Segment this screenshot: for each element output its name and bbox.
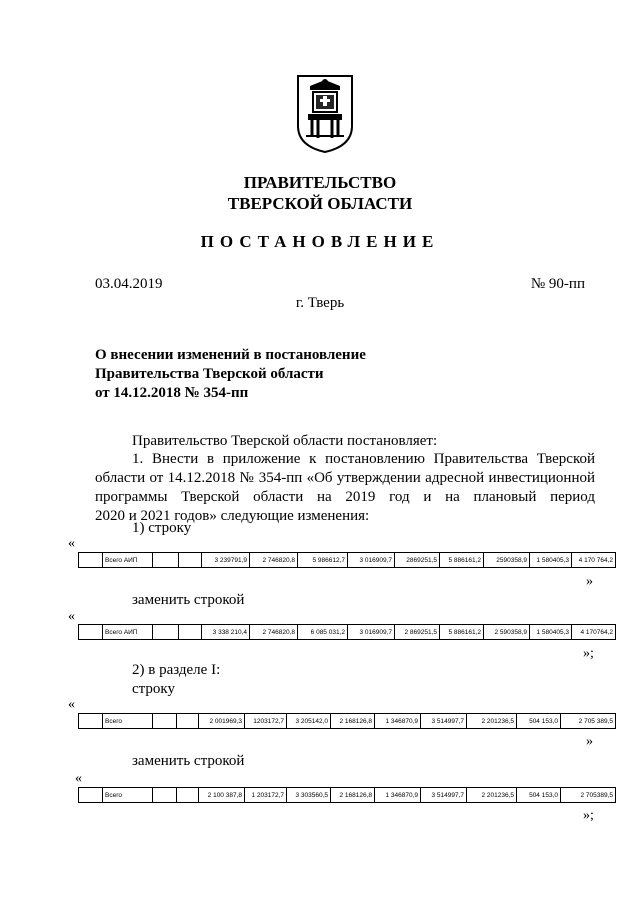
table-cell: 1 580405,3 — [530, 625, 572, 640]
table-cell: 3 338 210,4 — [202, 625, 250, 640]
document-number: № 90-пп — [530, 276, 585, 292]
table-cell: 1 346870,9 — [375, 714, 421, 729]
table-cell: 2 001969,3 — [199, 714, 245, 729]
open-quote-1: « — [68, 536, 75, 551]
close-quote-4: »; — [583, 808, 594, 823]
preamble: Правительство Тверской области постановляет: — [132, 433, 438, 449]
subject-line3: от 14.12.2018 № 354-пп — [95, 385, 249, 401]
gov-title-line1: ПРАВИТЕЛЬСТВО — [243, 173, 397, 192]
table-cell: 3 514997,7 — [421, 714, 467, 729]
table-cell: 5 886161,2 — [440, 553, 484, 568]
table-cell: 5 886161,2 — [440, 625, 484, 640]
table-cell: 1 580405,3 — [530, 553, 572, 568]
table-cell: 2 100 387,8 — [199, 788, 245, 803]
table-cell: 2 705389,5 — [561, 788, 616, 803]
table-row-old-total-aip — [78, 552, 616, 568]
open-quote-2: « — [68, 609, 75, 624]
close-quote-1: » — [586, 574, 593, 589]
document-type: ПОСТАНОВЛЕНИЕ — [200, 232, 440, 251]
open-quote-4: « — [75, 771, 82, 786]
table-row-new-total-aip — [78, 624, 616, 640]
close-quote-2: »; — [583, 646, 594, 661]
table-cell: 1203172,7 — [245, 714, 287, 729]
table-cell: 2 201236,5 — [467, 788, 517, 803]
paragraph-1 — [95, 450, 595, 526]
table-cell: 2 168126,8 — [331, 788, 375, 803]
table-cell: 6 085 031,2 — [298, 625, 348, 640]
row-label: Всего — [103, 788, 153, 803]
table-cell: 2 869251,5 — [395, 625, 440, 640]
table-cell: 5 986612,7 — [298, 553, 348, 568]
replace-text-2: заменить строкой — [132, 753, 245, 769]
row-label: Всего — [103, 714, 153, 729]
p1-line3: программы Тверской области на 2019 год и на плановый период — [95, 489, 595, 505]
table-cell: 1 203172,7 — [245, 788, 287, 803]
document-subject — [95, 346, 366, 403]
document-date: 03.04.2019 — [95, 276, 163, 292]
table-cell: 3 205142,0 — [287, 714, 331, 729]
row-label: Всего АИП — [103, 625, 153, 640]
replace-text-1: заменить строкой — [132, 592, 245, 608]
table-cell: 504 153,0 — [517, 714, 561, 729]
table-cell: 3 016909,7 — [348, 553, 395, 568]
item-1: 1) строку — [132, 520, 192, 536]
table-row-new-section-total — [78, 787, 616, 803]
row-label: Всего АИП — [103, 553, 153, 568]
table-cell: 3 239791,9 — [202, 553, 250, 568]
document-city: г. Тверь — [295, 295, 345, 311]
item-2: 2) в разделе I: — [132, 662, 221, 678]
subject-line1: О внесении изменений в постановление — [95, 347, 366, 363]
gov-title-line2: ТВЕРСКОЙ ОБЛАСТИ — [227, 194, 413, 213]
table-cell: 2 746820,8 — [250, 625, 298, 640]
p1-line1: 1. Внести в приложение к постановлению Правительства Тверской — [132, 451, 595, 467]
table-cell: 2 201236,5 — [467, 714, 517, 729]
table-cell: 2 705 389,5 — [561, 714, 616, 729]
table-cell: 4 170 764,2 — [572, 553, 616, 568]
p1-line4: 2020 и 2021 годов» следующие изменения: — [95, 508, 370, 524]
subject-line2: Правительства Тверской области — [95, 366, 324, 382]
p1-line2: области от 14.12.2018 № 354-пп «Об утверждении адресной инвестиционной — [95, 470, 595, 486]
item-2-row: строку — [132, 681, 175, 697]
table-cell: 4 170764,2 — [572, 625, 616, 640]
table-cell: 1 346870,9 — [375, 788, 421, 803]
table-cell: 2 590358,9 — [484, 625, 530, 640]
table-cell: 504 153,0 — [517, 788, 561, 803]
open-quote-3: « — [68, 697, 75, 712]
table-cell: 2869251,5 — [395, 553, 440, 568]
table-cell: 3 303560,5 — [287, 788, 331, 803]
table-cell: 2 168126,8 — [331, 714, 375, 729]
table-cell: 3 016909,7 — [348, 625, 395, 640]
table-cell: 2590358,9 — [484, 553, 530, 568]
table-cell: 3 514997,7 — [421, 788, 467, 803]
table-row-old-section-total — [78, 713, 616, 729]
coat-of-arms-emblem — [296, 74, 354, 154]
close-quote-3: » — [586, 734, 593, 749]
table-cell: 2 746820,8 — [250, 553, 298, 568]
